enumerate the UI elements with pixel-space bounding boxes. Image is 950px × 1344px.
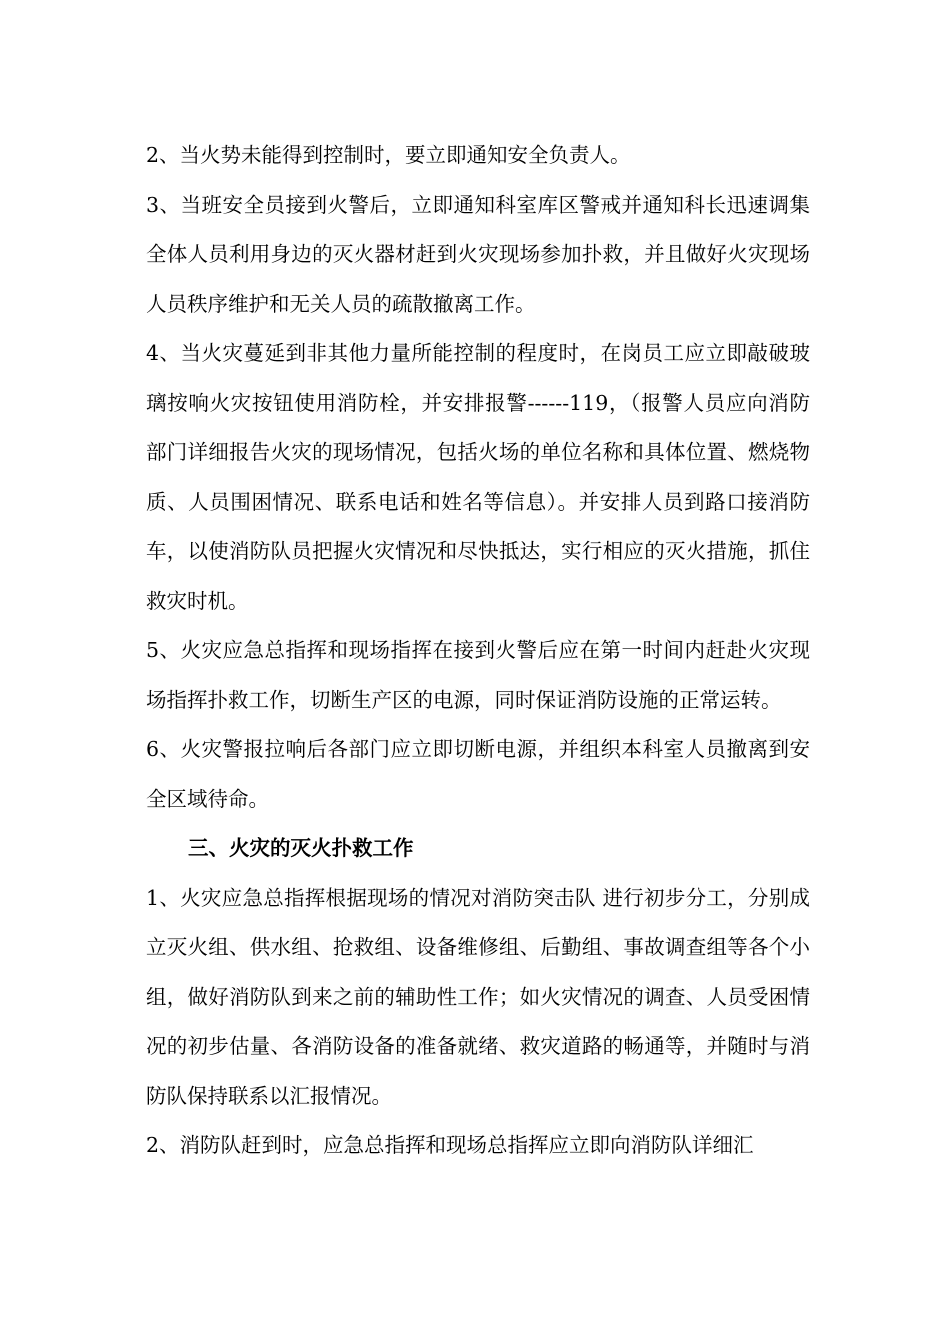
document-body <box>146 131 810 1171</box>
section-paragraph-1: 1、火灾应急总指挥根据现场的情况对消防突击队 进行初步分工，分别成立灭火组、供水组、抢救组、设备维修组、后勤组、事故调查组等各个小组，做好消防队到来之前的辅助性工作；如火灾情况的调查、人员受困情况的初步估量、各消防设备的准备就绪、救灾道路的畅通等，并随时与消防队保持联系以汇报情况。 <box>146 885 810 1108</box>
paragraph-5: 5、火灾应急总指挥和现场指挥在接到火警后应在第一时间内赶赴火灾现场指挥扑救工作，切断生产区的电源，同时保证消防设施的正常运转。 <box>146 638 810 712</box>
section-paragraph-2: 2、消防队赶到时，应急总指挥和现场总指挥应立即向消防队详细汇 <box>146 1133 754 1157</box>
section-heading: 三、火灾的灭火扑救工作 <box>188 836 414 860</box>
paragraph-2: 2、当火势未能得到控制时，要立即通知安全负责人。 <box>146 143 631 167</box>
paragraph-3: 3、当班安全员接到火警后，立即通知科室库区警戒并通知科长迅速调集全体人员利用身边的灭火器材赶到火灾现场参加扑救，并且做好火灾现场人员秩序维护和无关人员的疏散撤离工作。 <box>146 192 810 316</box>
paragraph-6: 6、火灾警报拉响后各部门应立即切断电源，并组织本科室人员撤离到安全区域待命。 <box>146 737 810 811</box>
paragraph-4: 4、当火灾蔓延到非其他力量所能控制的程度时，在岗员工应立即敲破玻璃按响火灾按钮使用消防栓，并安排报警------119，（报警人员应向消防部门详细报告火灾的现场情况，包括火场的单位名称和具体位置、燃烧物质、人员围困情况、联系电话和姓名等信息）。并安排人员到路口接消防车，以使消防队员把握火灾情况和尽快抵达，实行相应的灭火措施，抓住救灾时机。 <box>146 341 810 613</box>
